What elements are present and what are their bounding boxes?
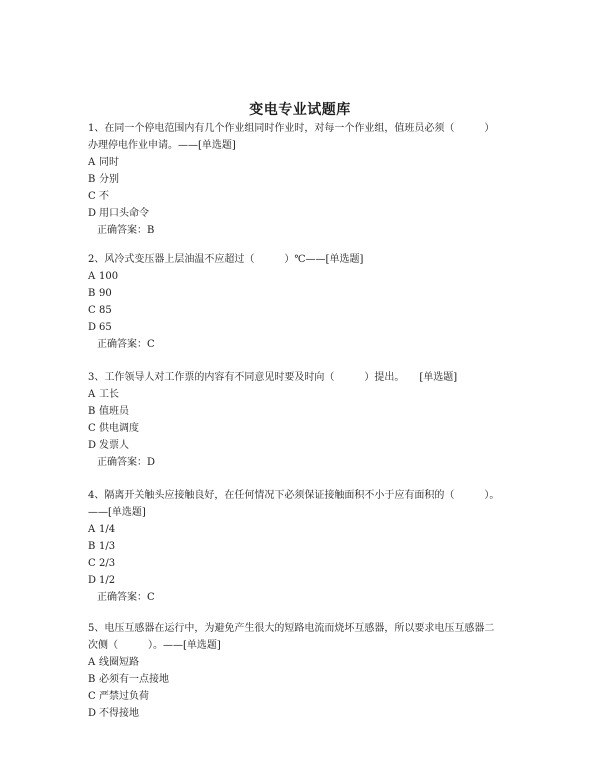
option-letter: A [88,657,96,668]
question-5 [88,620,528,722]
question-stem-line: 办理停电作业申请。——[单选题] [88,140,236,151]
option-a [88,654,528,671]
option-text: 同时 [99,157,119,168]
option-d [88,319,528,336]
option-letter: B [88,406,96,417]
option-text: 供电调度 [99,423,139,434]
option-text: 1/4 [99,524,116,535]
correct-answer: 正确答案：D [97,457,156,468]
option-d [88,437,528,454]
correct-answer: 正确答案：C [97,592,155,603]
option-text: 分别 [99,174,119,185]
option-text: 1/3 [99,541,116,552]
option-a [88,154,528,171]
option-letter: C [88,191,96,202]
option-c [88,420,528,437]
option-letter: A [88,524,96,535]
option-d [88,705,528,722]
option-a [88,268,528,285]
option-text: 严禁过负荷 [99,691,149,702]
question-3 [88,369,528,471]
option-text: 1/2 [99,575,116,586]
correct-answer: 正确答案：C [97,339,155,350]
option-text: 线圈短路 [99,657,139,668]
option-letter: C [88,305,96,316]
page-title: 变电专业试题库 [249,102,351,118]
option-letter: B [88,174,96,185]
option-text: 不 [99,191,109,202]
option-text: 值班员 [99,406,129,417]
question-stem-line: ——[单选题] [88,507,146,518]
option-text: 用口头命令 [99,208,149,219]
option-letter: C [88,558,96,569]
option-a [88,521,528,538]
option-letter: D [88,440,97,451]
question-stem-line: 5、电压互感器在运行中，为避免产生很大的短路电流而烧坏互感器，所以要求电压互感器二 [88,623,495,634]
option-d [88,572,528,589]
question-stem-line: 3、工作领导人对工作票的内容有不同意见时要及时向（ ）提出。 [单选题] [88,372,458,383]
option-letter: B [88,674,96,685]
question-2 [88,251,528,353]
option-text: 工长 [99,389,119,400]
option-d [88,205,528,222]
option-c [88,688,528,705]
option-b [88,538,528,555]
question-stem-line: 2、风冷式变压器上层油温不应超过（ ）℃——[单选题] [88,254,364,265]
question-1 [88,120,528,239]
option-c [88,188,528,205]
option-letter: A [88,389,96,400]
option-c [88,555,528,572]
question-4 [88,487,528,606]
option-text: 65 [99,322,112,333]
option-letter: B [88,288,96,299]
option-text: 85 [99,305,112,316]
option-letter: A [88,271,96,282]
option-b [88,403,528,420]
question-stem-line: 1、在同一个停电范围内有几个作业组同时作业时，对每一个作业组，值班员必须（ ） [88,123,495,134]
option-letter: B [88,541,96,552]
option-text: 90 [99,288,112,299]
option-text: 必须有一点接地 [99,674,169,685]
option-text: 100 [99,271,119,282]
option-letter: C [88,423,96,434]
option-letter: A [88,157,96,168]
question-stem-line: 次侧（ ）。——[单选题] [88,640,221,651]
option-text: 2/3 [99,558,116,569]
option-b [88,171,528,188]
option-c [88,302,528,319]
option-a [88,386,528,403]
option-letter: D [88,208,97,219]
option-text: 不得接地 [99,708,139,719]
question-stem-line: 4、隔离开关触头应接触良好，在任何情况下必须保证接触面积不小于应有面积的（ ）。 [88,490,500,501]
option-letter: C [88,691,96,702]
option-b [88,285,528,302]
option-b [88,671,528,688]
option-letter: D [88,322,97,333]
option-letter: D [88,575,97,586]
option-letter: D [88,708,97,719]
option-text: 发票人 [99,440,129,451]
correct-answer: 正确答案：B [97,225,155,236]
